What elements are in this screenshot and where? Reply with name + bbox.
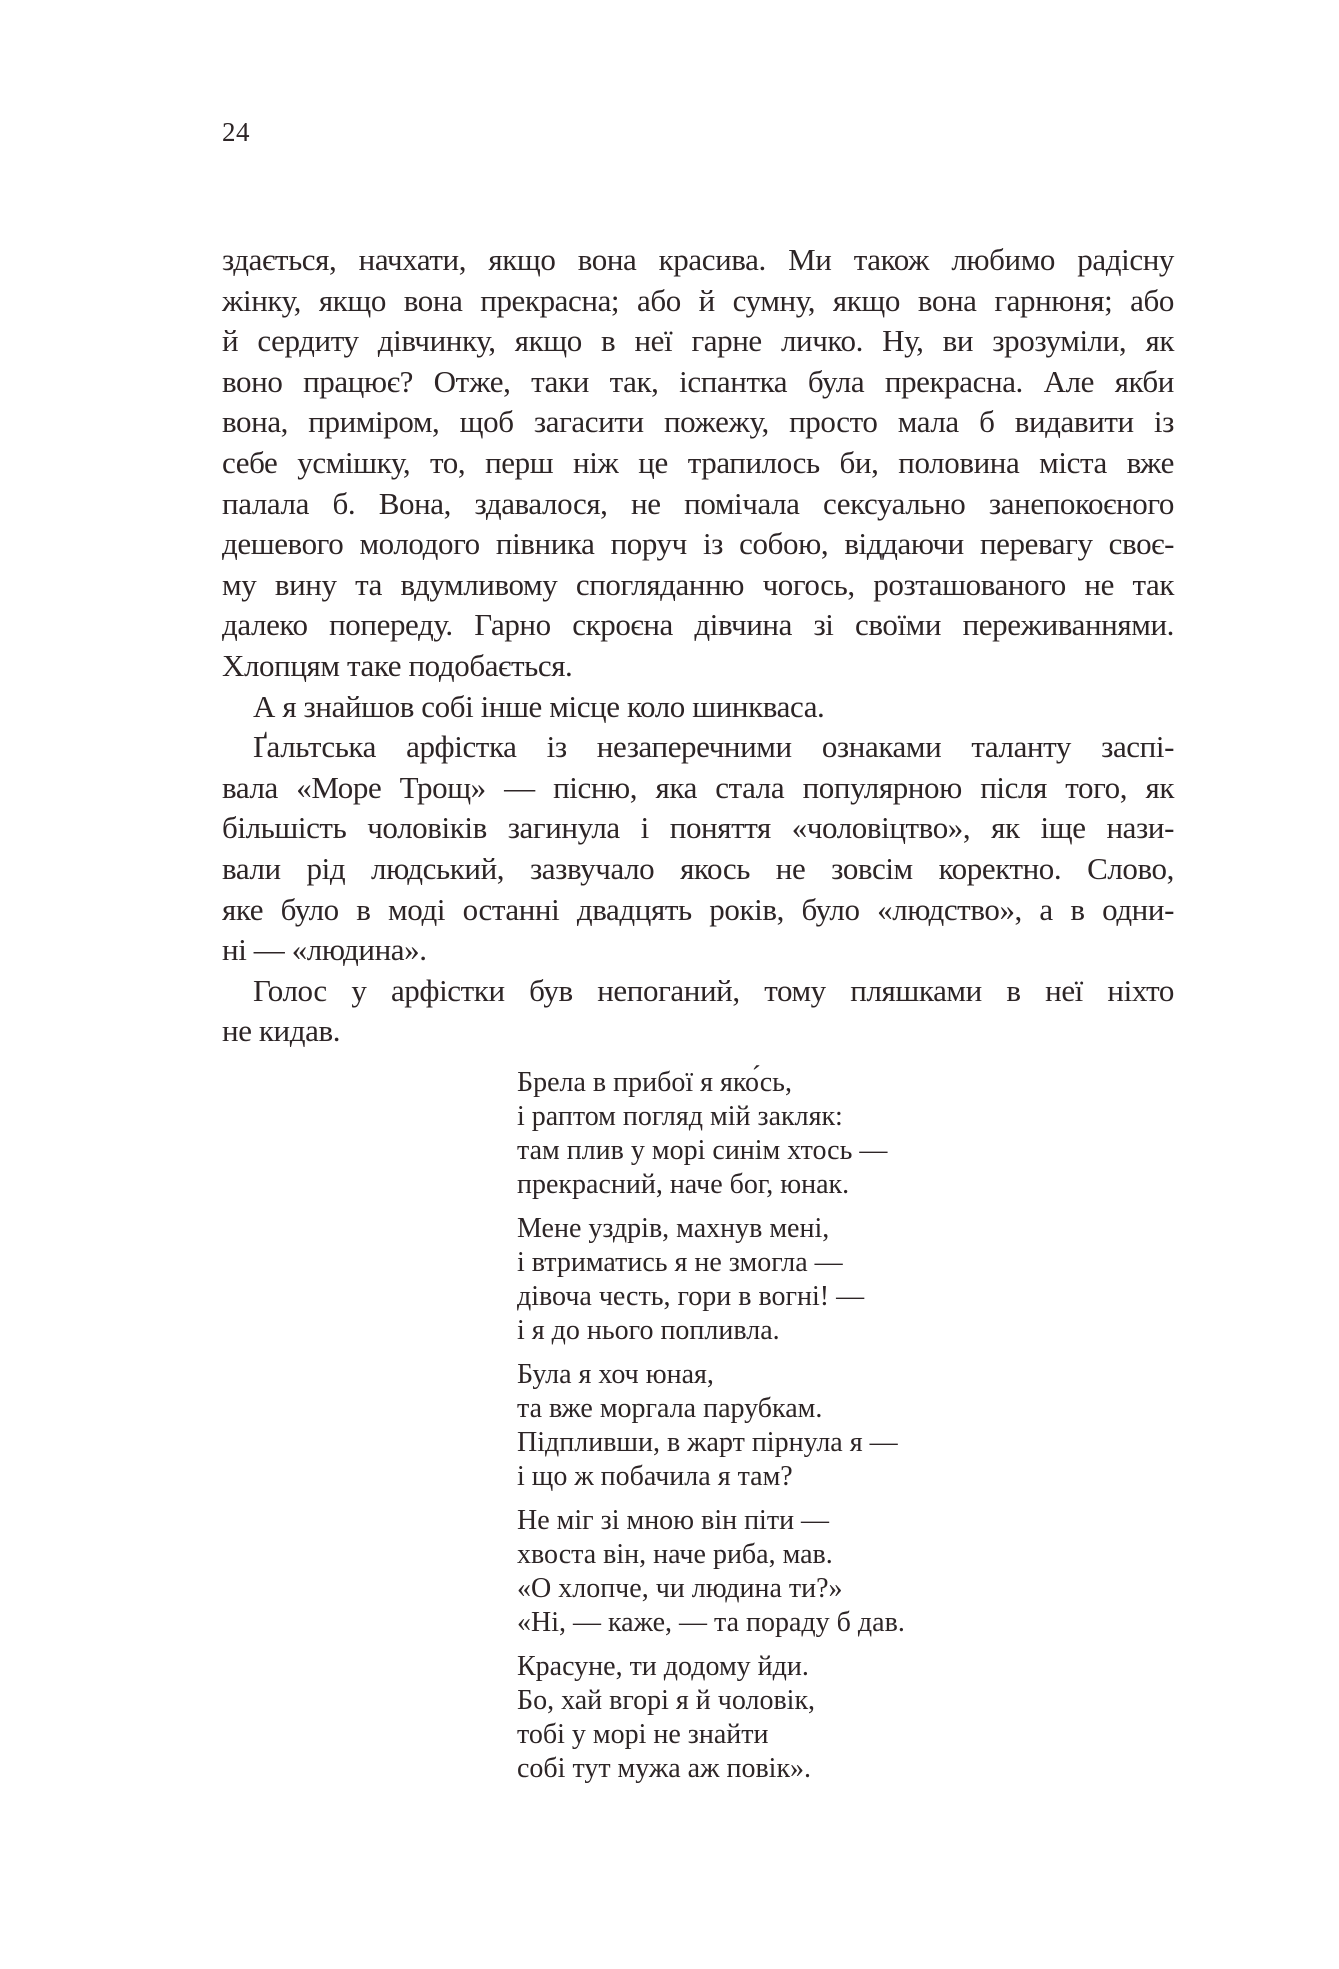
- poem-line: хвоста він, наче риба, мав.: [517, 1538, 833, 1570]
- poem-line: дівоча честь, гори в вогні! —: [517, 1280, 865, 1312]
- text-line: Ґальтська арфістка із незаперечними ознаками таланту заспі-: [253, 729, 1174, 765]
- poem-line: собі тут мужа аж повік».: [517, 1752, 812, 1784]
- paragraph: [222, 240, 1174, 687]
- poem-line: Мене уздрів, махнув мені,: [517, 1212, 830, 1244]
- paragraph: [222, 727, 1174, 971]
- text-line: жінку, якщо вона прекрасна; або й сумну, якщо вона гарнюня; або: [222, 282, 1174, 318]
- page-number: 24: [222, 117, 250, 147]
- poem-line: «О хлопче, чи людина ти?»: [517, 1572, 843, 1604]
- text-line: здається, начхати, якщо вона красива. Ми також любимо радісну: [222, 242, 1174, 277]
- stanza: [517, 1066, 987, 1202]
- poem-line: Брела в прибої я яко́сь,: [517, 1066, 792, 1098]
- paragraph: [222, 687, 1174, 728]
- text-line: му вину та вдумливому спогляданню чогось, розташованого не так: [222, 566, 1174, 602]
- stanza: [517, 1212, 987, 1348]
- poem-line: Була я хоч юная,: [517, 1358, 714, 1390]
- paragraph: [222, 971, 1174, 1052]
- poem-line: Бо, хай вгорі я й чоловік,: [517, 1684, 816, 1716]
- poem-line: і я до нього попливла.: [517, 1314, 780, 1346]
- text-line: більшість чоловіків загинула і поняття «чоловіцтво», як іще нази-: [222, 810, 1174, 846]
- text-line: ні — «людина».: [222, 932, 427, 968]
- body-text: [222, 240, 1174, 1796]
- poem-line: прекрасний, наче бог, юнак.: [517, 1168, 850, 1200]
- text-line: А я знайшов собі інше місце коло шинкваса.: [253, 688, 825, 724]
- poem-line: тобі у морі не знайти: [517, 1718, 769, 1750]
- poem-line: і раптом погляд мій закляк:: [517, 1100, 843, 1132]
- text-line: вона, приміром, щоб загасити пожежу, просто мала б видавити із: [222, 404, 1174, 440]
- poem-line: Красуне, ти додому йди.: [517, 1650, 809, 1682]
- poem-line: «Ні, — каже, — та пораду б дав.: [517, 1606, 905, 1638]
- text-line: далеко попереду. Гарно скроєна дівчина зі своїми переживаннями.: [222, 607, 1174, 643]
- song-lyrics: [517, 1066, 987, 1786]
- text-line: себе усмішку, то, перш ніж це трапилось би, половина міста вже: [222, 444, 1174, 480]
- text-line: вали рід людський, зазвучало якось не зовсім коректно. Слово,: [222, 850, 1174, 886]
- text-line: палала б. Вона, здавалося, не помічала сексуально занепокоєного: [222, 485, 1174, 521]
- poem-line: і втриматись я не змогла —: [517, 1246, 843, 1278]
- text-line: вала «Море Трощ» — пісню, яка стала популярною після того, як: [222, 769, 1174, 805]
- stanza: [517, 1504, 987, 1640]
- text-line: яке було в моді останні двадцять років, було «людство», а в одни-: [222, 891, 1174, 927]
- stanza: [517, 1650, 987, 1786]
- text-line: Хлопцям таке подобається.: [222, 647, 573, 683]
- poem-line: та вже моргала парубкам.: [517, 1392, 823, 1424]
- text-line: Голос у арфістки був непоганий, тому пляшками в неї ніхто: [253, 972, 1174, 1008]
- stanza: [517, 1358, 987, 1494]
- text-line: дешевого молодого півника поруч із собою, віддаючи перевагу своє-: [222, 526, 1174, 562]
- poem-line: і що ж побачила я там?: [517, 1460, 793, 1492]
- text-line: й сердиту дівчинку, якщо в неї гарне личко. Ну, ви зрозуміли, як: [222, 323, 1174, 359]
- text-line: не кидав.: [222, 1013, 341, 1049]
- text-line: воно працює? Отже, таки так, іспантка була прекрасна. Але якби: [222, 363, 1174, 399]
- poem-line: там плив у морі синім хтось —: [517, 1134, 888, 1166]
- poem-line: Підпливши, в жарт пірнула я —: [517, 1426, 898, 1458]
- poem-line: Не міг зі мною він піти —: [517, 1504, 830, 1536]
